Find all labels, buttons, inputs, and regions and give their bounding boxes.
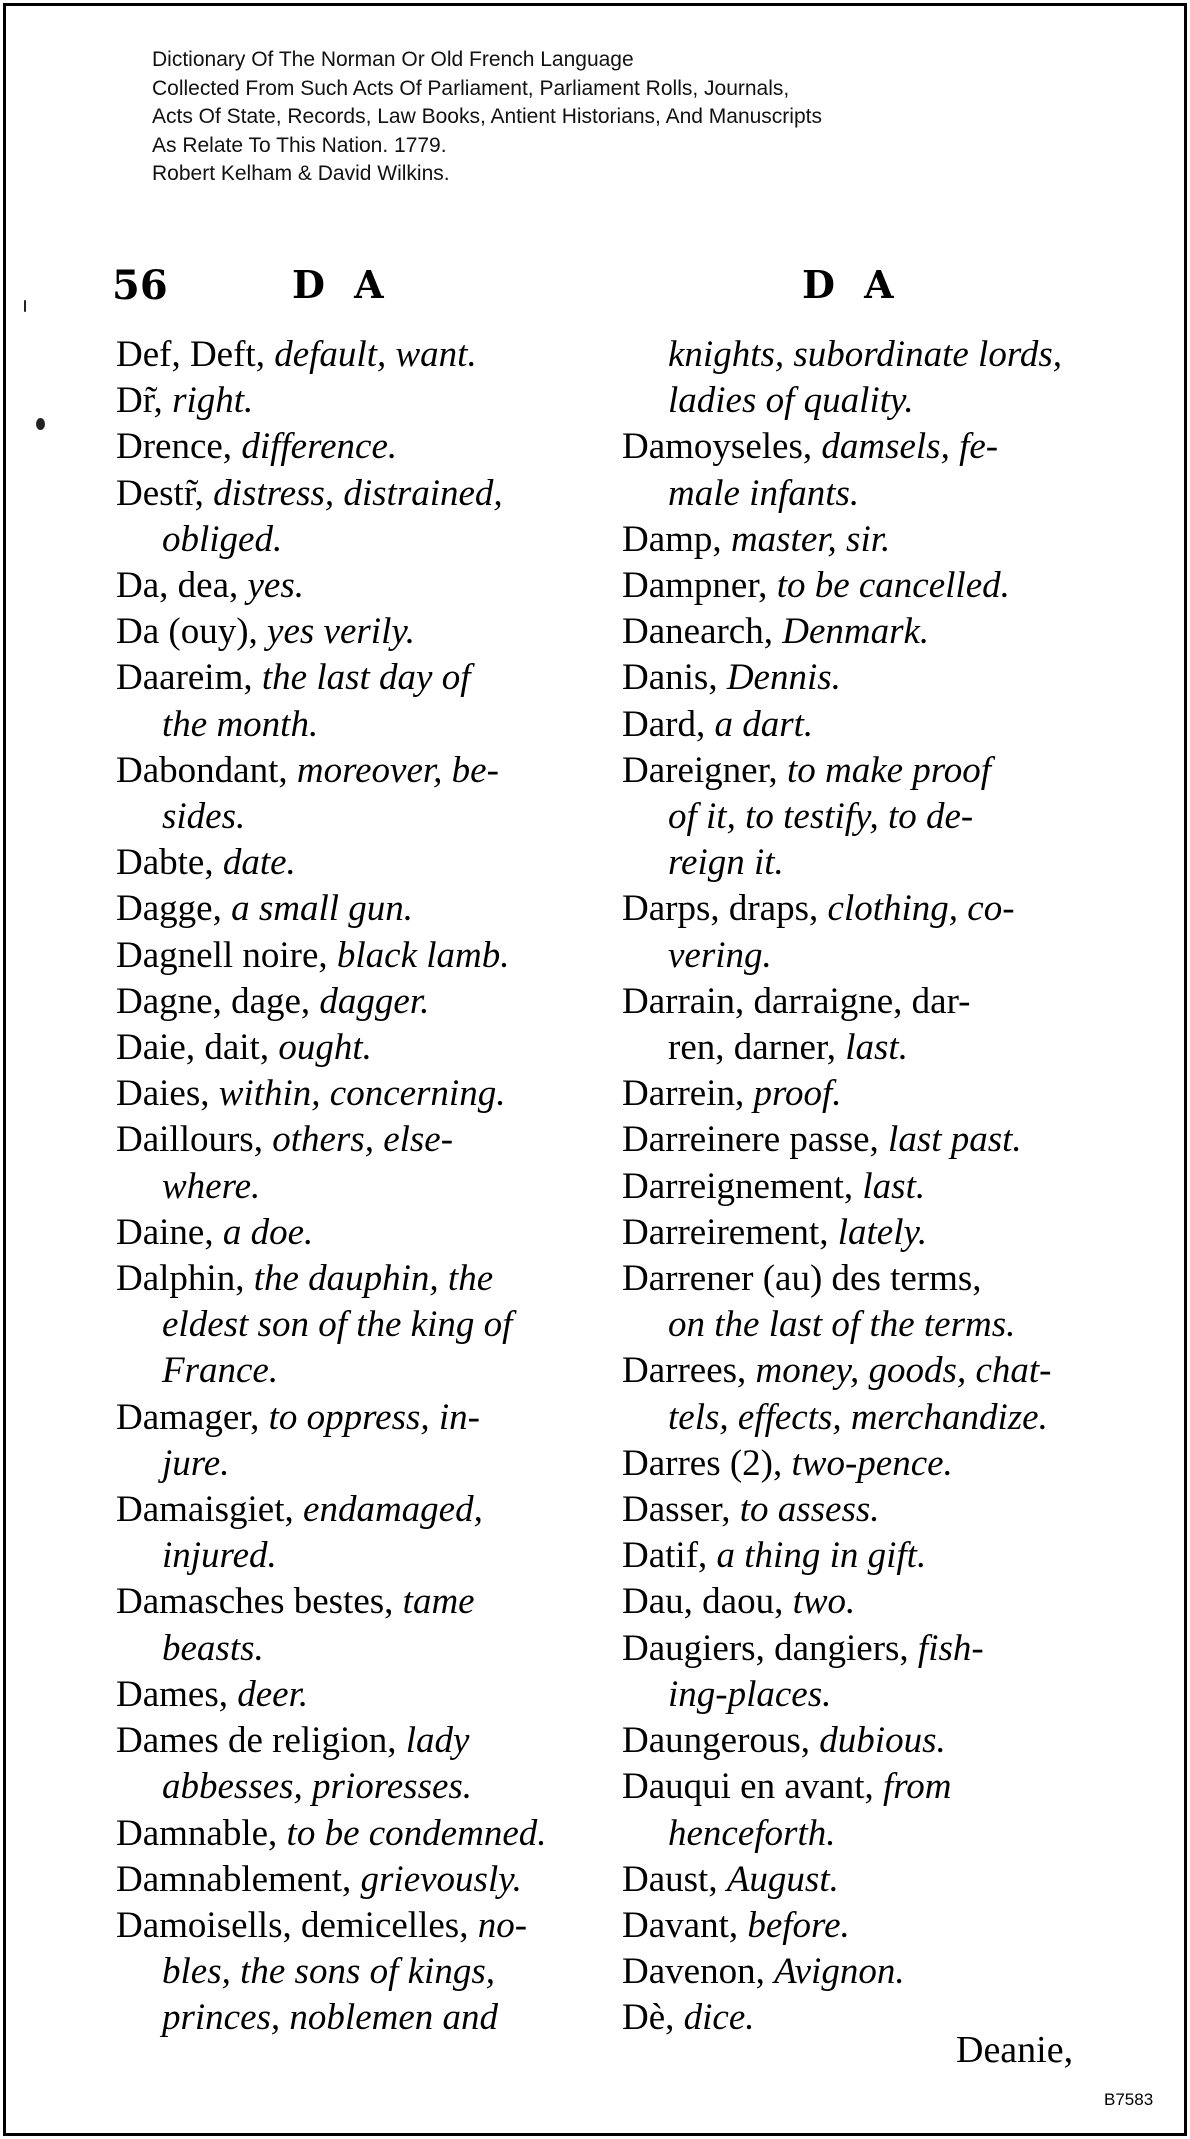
dictionary-entry <box>116 1395 600 1441</box>
dictionary-entry <box>116 1811 600 1857</box>
dictionary-entry <box>622 1903 1110 1949</box>
entry-definition: last. <box>862 1165 926 1207</box>
dictionary-entry <box>622 1718 1110 1764</box>
ink-speck <box>24 300 26 312</box>
entry-headword: Daareim, <box>116 657 262 699</box>
entry-continuation <box>622 332 1110 378</box>
entry-headword: Daillours, <box>116 1119 273 1161</box>
entry-definition: beasts. <box>162 1627 264 1669</box>
dictionary-entry <box>116 1117 600 1163</box>
catchword: Deanie, <box>956 2029 1074 2071</box>
right-column <box>622 332 1110 2042</box>
entry-definition: to make proof <box>786 749 992 791</box>
dictionary-entry <box>116 748 600 794</box>
dictionary-entry <box>622 886 1110 932</box>
dictionary-entry <box>116 1071 600 1117</box>
entry-headword: Darreinere passe, <box>622 1119 889 1161</box>
entry-headword: Daust, <box>622 1858 727 1900</box>
entry-continuation <box>116 517 600 563</box>
header-line-sources-1: Collected From Such Acts Of Parliament, Parliament Rolls, Journals, <box>152 76 790 100</box>
entry-definition: knights, subordinate lords, <box>668 334 1062 375</box>
dictionary-entry <box>116 609 600 655</box>
entry-definition: moreover, be- <box>296 749 499 791</box>
entry-continuation <box>116 1626 600 1672</box>
entry-definition: lady <box>405 1720 470 1762</box>
entry-headword: Dr̃, <box>116 380 173 422</box>
entry-headword: Damnablement, <box>116 1858 361 1900</box>
entry-continuation <box>622 471 1110 517</box>
entry-definition: tame <box>402 1581 475 1623</box>
entry-definition: injured. <box>162 1535 277 1577</box>
entry-continuation <box>116 1348 600 1394</box>
entry-definition: damsels, fe- <box>821 426 999 468</box>
dictionary-entry <box>622 1949 1110 1995</box>
entry-headword: Davenon, <box>622 1951 775 1993</box>
entry-headword: Dauqui en avant, <box>622 1766 883 1808</box>
dictionary-entry <box>622 609 1110 655</box>
entry-definition: a doe. <box>222 1211 314 1253</box>
dictionary-entry <box>622 1071 1110 1117</box>
entry-definition: vering. <box>668 934 772 976</box>
entry-headword: Datif, <box>622 1535 717 1577</box>
dictionary-entry <box>622 1533 1110 1579</box>
dictionary-entry <box>116 1487 600 1533</box>
entry-definition: France. <box>162 1350 279 1392</box>
entry-headword: Darreirement, <box>622 1211 838 1253</box>
entry-headword: Da (ouy), <box>116 611 268 653</box>
entry-definition: date. <box>222 842 296 884</box>
entry-continuation <box>622 1025 1110 1071</box>
dictionary-entry <box>116 1210 600 1256</box>
dictionary-entry <box>622 979 1110 1025</box>
entry-definition: Dennis. <box>726 657 841 699</box>
dictionary-entry <box>622 1117 1110 1163</box>
document-header <box>152 46 822 189</box>
entry-headword: Dames de religion, <box>116 1720 406 1762</box>
entry-definition: Avignon. <box>774 1951 905 1993</box>
entry-definition: male infants. <box>668 472 860 514</box>
entry-definition: before. <box>747 1904 850 1946</box>
header-line-date: As Relate To This Nation. 1779. <box>152 133 447 157</box>
entry-headword: Dagne, dage, <box>116 980 320 1022</box>
entry-headword: Dareigner, <box>622 749 787 791</box>
dictionary-entry <box>116 1579 600 1625</box>
entry-definition: reign it. <box>668 842 784 884</box>
entry-definition: princes, noblemen and <box>162 1997 499 2039</box>
page-number: 56 <box>112 262 168 309</box>
dictionary-entry <box>116 471 600 517</box>
dictionary-entry <box>622 1626 1110 1672</box>
entry-headword: Damager, <box>116 1396 269 1438</box>
entry-definition: yes. <box>247 565 304 607</box>
entry-definition: of it, to testify, to de- <box>668 796 974 838</box>
dictionary-entry <box>116 563 600 609</box>
entry-headword: Dampner, <box>622 565 777 607</box>
dictionary-entry <box>622 563 1110 609</box>
entry-headword: ren, darner, <box>668 1027 846 1069</box>
entry-continuation <box>116 1764 600 1810</box>
entry-definition: proof. <box>753 1073 842 1115</box>
entry-definition: dice. <box>683 1997 755 2039</box>
entry-definition: to be condemned. <box>286 1812 547 1854</box>
entry-definition: distress, distrained, <box>213 472 503 514</box>
entry-definition: to oppress, in- <box>268 1396 480 1438</box>
entry-definition: Denmark. <box>782 611 930 653</box>
entry-definition: within, concerning. <box>218 1073 506 1115</box>
dictionary-entry <box>116 886 600 932</box>
entry-definition: fish- <box>917 1627 984 1669</box>
entry-definition: two. <box>792 1581 856 1623</box>
dictionary-entry <box>116 979 600 1025</box>
entry-definition: master, sir. <box>730 518 891 560</box>
entry-definition: yes verily. <box>267 611 415 653</box>
running-head-right: D A <box>802 262 902 307</box>
entry-definition: clothing, co- <box>827 888 1015 930</box>
entry-definition: others, else- <box>272 1119 454 1161</box>
header-line-sources-2: Acts Of State, Records, Law Books, Antient Historians, And Manuscripts <box>152 105 822 128</box>
entry-definition: the month. <box>162 703 319 745</box>
dictionary-entry <box>622 655 1110 701</box>
entry-headword: Darps, draps, <box>622 888 828 930</box>
entry-definition: tels, effects, merchandize. <box>668 1396 1048 1438</box>
entry-headword: Darrain, darraigne, dar- <box>622 980 971 1022</box>
dictionary-entry <box>116 1256 600 1302</box>
entry-headword: Dagnell noire, <box>116 934 337 976</box>
entry-headword: Def, Deft, <box>116 334 275 375</box>
entry-continuation <box>622 1302 1110 1348</box>
dictionary-entry <box>116 1903 600 1949</box>
entry-definition: to be cancelled. <box>776 565 1010 607</box>
entry-continuation <box>622 378 1110 424</box>
entry-definition: two-pence. <box>791 1442 953 1484</box>
entry-headword: Dard, <box>622 703 715 745</box>
entry-definition: difference. <box>241 426 398 468</box>
header-line-authors: Robert Kelham & David Wilkins. <box>152 162 450 185</box>
entry-definition: to assess. <box>739 1489 880 1531</box>
dictionary-entry <box>622 1487 1110 1533</box>
dictionary-entry <box>622 424 1110 470</box>
entry-headword: Damoyseles, <box>622 426 822 468</box>
entry-continuation <box>622 1672 1110 1718</box>
entry-headword: Daie, dait, <box>116 1027 279 1069</box>
dictionary-entry <box>622 1857 1110 1903</box>
entry-continuation <box>116 1302 600 1348</box>
entry-headword: Dè, <box>622 1997 684 2039</box>
entry-headword: Damaisgiet, <box>116 1489 304 1531</box>
dictionary-entry <box>622 702 1110 748</box>
entry-definition: henceforth. <box>668 1812 836 1854</box>
dictionary-entry <box>622 1348 1110 1394</box>
entry-definition: the last day of <box>261 657 471 699</box>
entry-headword: Destr̃, <box>116 472 214 514</box>
entry-definition: from <box>882 1766 952 1808</box>
entry-definition: a small gun. <box>231 888 414 930</box>
entry-headword: Daies, <box>116 1073 219 1115</box>
dictionary-entry <box>116 378 600 424</box>
entry-definition: right. <box>172 380 254 422</box>
entry-continuation <box>116 1533 600 1579</box>
entry-definition: obliged. <box>162 518 283 560</box>
dictionary-entry <box>116 840 600 886</box>
entry-definition: default, want. <box>274 334 477 375</box>
entry-headword: Darrees, <box>622 1350 756 1392</box>
entry-definition: no- <box>477 1904 528 1946</box>
entry-continuation <box>116 702 600 748</box>
dictionary-entry <box>622 1579 1110 1625</box>
dictionary-entry <box>116 1672 600 1718</box>
entry-continuation <box>622 933 1110 979</box>
entry-headword: Damnable, <box>116 1812 287 1854</box>
entry-definition: money, goods, chat- <box>755 1350 1052 1392</box>
entry-continuation <box>622 794 1110 840</box>
dictionary-entry <box>622 1441 1110 1487</box>
entry-definition: eldest son of the king of <box>162 1304 513 1346</box>
entry-definition: sides. <box>162 796 246 838</box>
dictionary-entry <box>116 1718 600 1764</box>
entry-definition: ladies of quality. <box>668 380 914 422</box>
dictionary-entry <box>622 1764 1110 1810</box>
entry-definition: where. <box>162 1165 261 1207</box>
entry-headword: Dabte, <box>116 842 223 884</box>
dictionary-entry <box>622 1256 1110 1302</box>
entry-definition: a dart. <box>714 703 814 745</box>
entry-definition: abbesses, prioresses. <box>162 1766 473 1808</box>
entry-continuation <box>116 1441 600 1487</box>
dictionary-entry <box>116 1025 600 1071</box>
entry-definition: endamaged, <box>303 1489 483 1531</box>
entry-headword: Dagge, <box>116 888 232 930</box>
dictionary-entry <box>622 748 1110 794</box>
entry-continuation <box>622 1811 1110 1857</box>
entry-definition: dagger. <box>319 980 430 1022</box>
entry-headword: Dasser, <box>622 1489 740 1531</box>
dictionary-entry <box>116 655 600 701</box>
entry-continuation <box>116 1164 600 1210</box>
entry-continuation <box>116 1949 600 1995</box>
dictionary-entry <box>116 933 600 979</box>
dictionary-entry <box>622 517 1110 563</box>
dictionary-entry <box>116 424 600 470</box>
entry-definition: bles, the sons of kings, <box>162 1951 495 1993</box>
entry-definition: a thing in gift. <box>716 1535 927 1577</box>
ink-speck <box>36 418 45 430</box>
entry-definition: August. <box>726 1858 839 1900</box>
entry-definition: last past. <box>888 1119 1022 1161</box>
entry-headword: Darrein, <box>622 1073 754 1115</box>
running-head-left: D A <box>292 262 392 307</box>
entry-continuation <box>622 1395 1110 1441</box>
entry-definition: ing-places. <box>668 1673 832 1715</box>
entry-continuation <box>116 1995 600 2041</box>
left-column <box>116 332 600 2042</box>
entry-headword: Dau, daou, <box>622 1581 793 1623</box>
entry-definition: grievously. <box>360 1858 522 1900</box>
entry-definition: deer. <box>237 1673 309 1715</box>
entry-headword: Dabondant, <box>116 749 297 791</box>
entry-definition: black lamb. <box>336 934 510 976</box>
entry-headword: Dames, <box>116 1673 238 1715</box>
dictionary-entry <box>622 1164 1110 1210</box>
entry-definition: last. <box>845 1027 908 1069</box>
entry-headword: Danearch, <box>622 611 783 653</box>
dictionary-entry <box>622 1210 1110 1256</box>
entry-definition: dubious. <box>819 1720 946 1762</box>
entry-headword: Dalphin, <box>116 1258 254 1300</box>
entry-headword: Daungerous, <box>622 1720 820 1762</box>
entry-headword: Daugiers, dangiers, <box>622 1627 918 1669</box>
entry-headword: Danis, <box>622 657 727 699</box>
entry-continuation <box>116 794 600 840</box>
dictionary-entry <box>116 1857 600 1903</box>
scan-id: B7583 <box>1104 2090 1154 2109</box>
entry-continuation <box>622 840 1110 886</box>
entry-definition: jure. <box>162 1442 230 1484</box>
entry-headword: Darrener (au) des terms, <box>622 1258 982 1300</box>
entry-definition: lately. <box>837 1211 928 1253</box>
entry-headword: Daine, <box>116 1211 223 1253</box>
entry-headword: Damp, <box>622 518 731 560</box>
dictionary-entry <box>116 332 600 378</box>
entry-definition: on the last of the terms. <box>668 1304 1016 1346</box>
header-line-title: Dictionary Of The Norman Or Old French Language <box>152 48 634 71</box>
entry-headword: Da, dea, <box>116 565 248 607</box>
entry-definition: ought. <box>278 1027 372 1069</box>
entry-headword: Drence, <box>116 426 242 468</box>
entry-headword: Damoisells, demicelles, <box>116 1904 478 1946</box>
entry-headword: Damasches bestes, <box>116 1581 403 1623</box>
entry-headword: Davant, <box>622 1904 748 1946</box>
entry-definition: the dauphin, the <box>253 1258 494 1300</box>
entry-headword: Darreignement, <box>622 1165 863 1207</box>
entry-headword: Darres (2), <box>622 1442 792 1484</box>
